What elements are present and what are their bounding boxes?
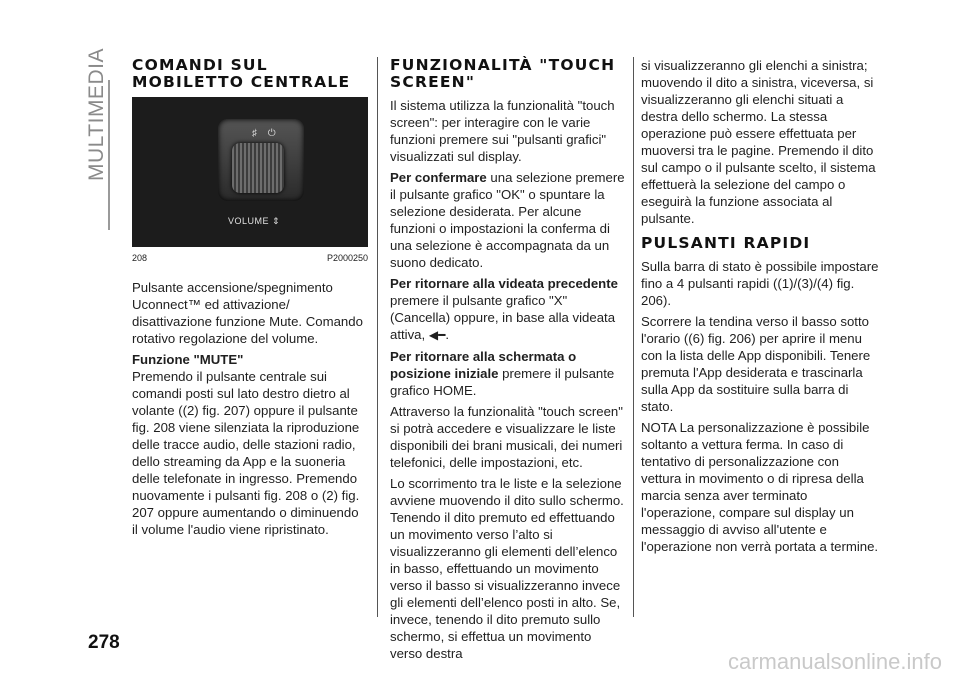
section-heading [390,57,626,91]
paragraph-confirm [390,169,626,271]
figure-caption [132,250,368,267]
watermark: carmanualsonline.info [727,649,942,674]
figure-number: 208 [132,253,148,263]
paragraph: Premendo il pulsante centrale sui comandi posti sul lato destro dietro al volante ((2) fig. 207) oppure il pulsante fig. 208 viene silenziata la riproduzione delle tracce audio, delle stazioni radio, dello streaming da App e la suoneria delle telefonate in ingresso. Premendo nuovamente i pulsanti fig. 208 o (2) fig. 207 oppure aumentando o diminuendo il volume l'audio viene ripristinato. [132,369,360,537]
section-tab [86,40,108,190]
column-divider [377,57,378,617]
bold-lead: Per confermare [390,170,487,185]
paragraph-text: premere il pulsante grafico HOME. [390,366,615,398]
heading-line: FUNZIONALITÀ "TOUCH [390,56,616,74]
subheading-mute: Funzione "MUTE" [132,352,244,367]
figure-code: P2000250 [326,253,368,263]
heading-line: SCREEN" [390,73,476,91]
paragraph-text: premere il pulsante grafico "X" (Cancella) oppure, in base alla videata attiva, [390,293,616,342]
paragraph: si visualizzeranno gli elenchi a sinistra; muovendo il dito a sinistra, viceversa, si visualizzeranno gli elenchi situati a destra dello schermo. La stessa operazione può essere effettuata per muoversi tra le pagine. Premendo il dito sul campo o il pulsante scelto, il sistema effettuerà la selezione del campo o eseguirà la funzione associata al pulsante. [641,58,876,226]
column-divider [633,57,634,617]
back-arrow-icon: ◀━ [428,328,446,342]
volume-label: VOLUME ⇕ [228,216,281,226]
volume-knob [232,143,284,193]
paragraph: Pulsante accensione/spegnimento Uconnect™ ed attivazione/ disattivazione funzione Mute. Comando rotativo regolazione del volume. [132,280,363,346]
section-heading: PULSANTI RAPIDI [641,234,811,252]
paragraph: Il sistema utilizza la funzionalità "touch screen": per interagire con le varie funzioni premere sui "pulsanti grafici" visualizzati sul display. [390,98,615,164]
column-3 [641,57,881,559]
bold-lead: Per ritornare alla videata precedente [390,276,618,291]
column-1 [132,57,368,542]
section-tab-label: MULTIMEDIA [85,48,108,182]
paragraph-previous [390,275,626,344]
heading-line: MOBILETTO CENTRALE [132,73,351,91]
heading-line: COMANDI SUL [132,56,268,74]
paragraph: Sulla barra di stato è possibile impostare fino a 4 pulsanti rapidi ((1)/(3)/(4) fig. 206). [641,259,879,308]
paragraph-note: NOTA La personalizzazione è possibile soltanto a vettura ferma. In caso di tentativo di personalizzazione con vettura in movimento o di ripresa della marcia senza aver terminato l'operazione, compare sul display un messaggio di avviso all'utente e l'operazione non verrà portata a termine. [641,420,879,554]
volume-knob-photo [132,97,368,247]
paragraph: Lo scorrimento tra le liste e la selezione avviene muovendo il dito sullo schermo. Tenendo il dito premuto ed effettuando un movimento verso l’alto si visualizzeranno gli elementi dell’elenco in basso, effettuando un movimento verso il basso si visualizzeranno invece gli elementi dell’elenco posti in alto. Se, invece, tenendo il dito premuto sullo schermo, si effettua un movimento verso destra [390,476,624,661]
mute-power-icon: ♯ ⏻ [252,128,280,139]
column-2 [390,57,626,666]
paragraph: Attraverso la funzionalità "touch screen" si potrà accedere e visualizzare le liste disponibili dei brani musicali, dei numeri telefonici, delle impostazioni, etc. [390,404,623,470]
paragraph: Scorrere la tendina verso il basso sotto l'orario ((6) fig. 206) per aprire il menu con la lista delle App disponibili. Tenere premuta l'App desiderata e trascinarla sulla App da sostituire sulla barra di stato. [641,314,871,414]
paragraph-text: una selezione premere il pulsante grafico "OK" o spuntare la selezione desiderata. Per alcune funzioni o impostazioni la conferma di una selezione è accompagnata da un suono dedicato. [390,170,625,270]
paragraph-home [390,348,626,399]
paragraph-end: . [445,327,449,342]
bold-lead: Per ritornare alla schermata o posizione iniziale [390,349,577,381]
section-heading [132,57,368,91]
page-number: 278 [88,632,120,653]
section-tab-rule [108,80,110,230]
